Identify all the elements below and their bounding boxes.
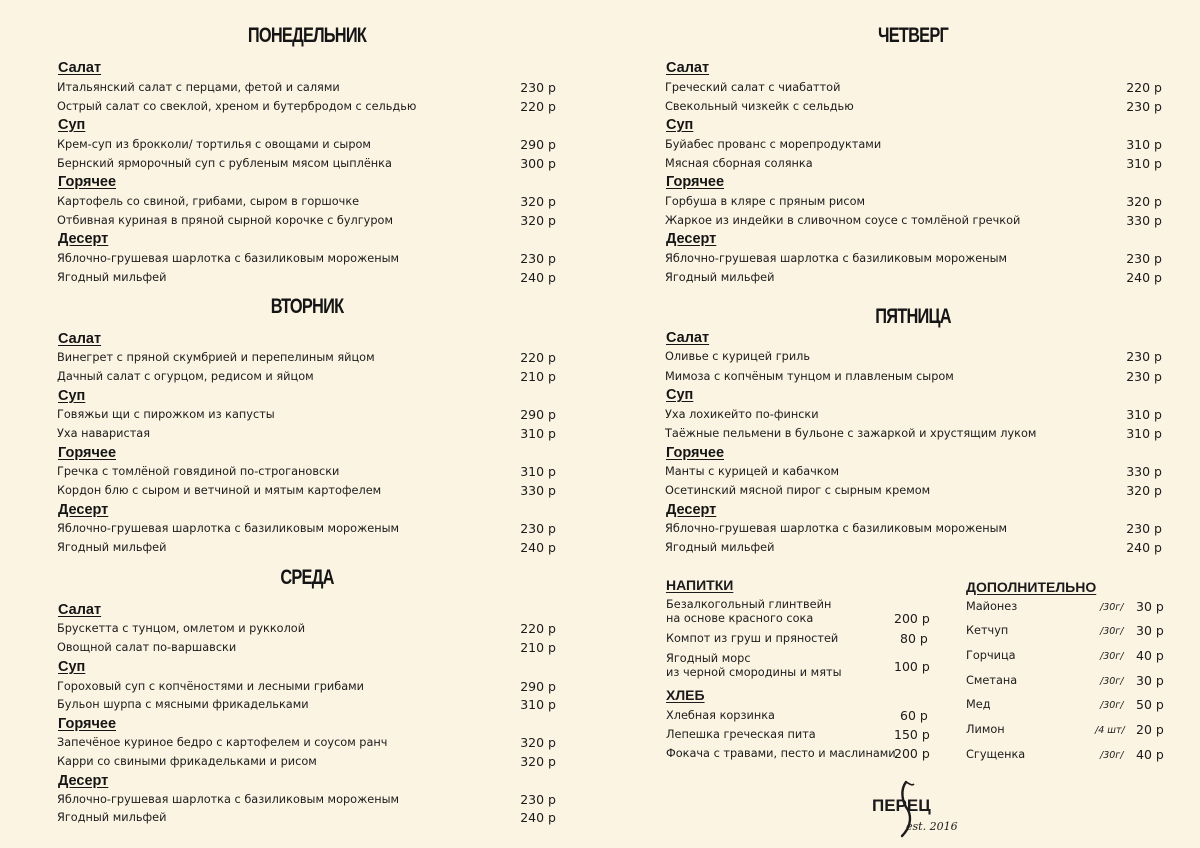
day-title: ПЯТНИЦА — [875, 305, 951, 328]
extra-price: 30 р — [1136, 623, 1164, 638]
menu-item-price: 230 р — [520, 792, 556, 807]
extra-name: Лимон — [966, 723, 1005, 736]
menu-item — [57, 79, 556, 97]
menu-item — [57, 753, 556, 771]
extras-title: ДОПОЛНИТЕЛЬНО — [966, 579, 1097, 595]
menu-item — [57, 212, 556, 230]
menu-item-name: Греческий салат с чиабаттой — [665, 81, 841, 94]
category-title: Салат — [58, 602, 102, 618]
drinks-title: НАПИТКИ — [666, 577, 734, 593]
menu-item-name: Бульон шурпа с мясными фрикадельками — [57, 698, 309, 711]
menu-item — [57, 349, 556, 367]
category-title: Салат — [666, 330, 710, 346]
drink-price: 200 р — [894, 611, 930, 626]
drink-item — [666, 652, 842, 680]
menu-item — [665, 98, 1162, 116]
menu-item — [57, 463, 556, 481]
category-title: Десерт — [666, 502, 717, 518]
drink-item — [666, 632, 838, 646]
menu-item-price: 220 р — [520, 350, 556, 365]
menu-item-name: Ягодный мильфей — [57, 811, 167, 824]
menu-item-price: 240 р — [520, 810, 556, 825]
menu-item-name: Свекольный чизкейк с сельдью — [665, 100, 854, 113]
menu-item-price: 220 р — [1126, 80, 1162, 95]
menu-item-price: 240 р — [520, 270, 556, 285]
category-title: Салат — [58, 331, 102, 347]
menu-item — [665, 136, 1162, 154]
menu-item-name: Ягодный мильфей — [665, 271, 775, 284]
menu-item-price: 240 р — [1126, 270, 1162, 285]
extra-price: 40 р — [1136, 648, 1164, 663]
extra-name: Горчица — [966, 649, 1016, 662]
menu-item — [57, 482, 556, 500]
menu-item-name: Винегрет с пряной скумбрией и перепелиным яйцом — [57, 351, 375, 364]
menu-item-price: 230 р — [1126, 369, 1162, 384]
bread-price: 200 р — [894, 746, 930, 761]
category-title: Горячее — [58, 445, 117, 461]
menu-item-price: 230 р — [520, 251, 556, 266]
extra-name: Сгущенка — [966, 748, 1026, 761]
menu-item-name: Ягодный мильфей — [665, 541, 775, 554]
extra-name: Мед — [966, 698, 991, 711]
menu-item-price: 240 р — [1126, 540, 1162, 555]
menu-item-name: Брускетта с тунцом, омлетом и рукколой — [57, 622, 306, 635]
menu-item — [665, 406, 1162, 424]
menu-item-price: 320 р — [520, 213, 556, 228]
drink-item — [666, 598, 831, 626]
menu-item-name: Уха наваристая — [57, 427, 150, 440]
drink-name: Безалкогольный глинтвейн — [666, 598, 832, 611]
extra-qty: /30г/ — [1100, 602, 1124, 613]
day-title: СРЕДА — [280, 566, 334, 589]
menu-item-price: 230 р — [520, 80, 556, 95]
menu-item — [665, 79, 1162, 97]
extra-price: 50 р — [1136, 697, 1164, 712]
menu-item-price: 330 р — [1126, 464, 1162, 479]
menu-item — [57, 639, 556, 657]
menu-item-name: Оливье с курицей гриль — [665, 350, 811, 363]
category-title: Суп — [666, 117, 694, 133]
menu-item-price: 210 р — [520, 640, 556, 655]
category-title: Суп — [666, 387, 694, 403]
menu-item-price: 230 р — [520, 521, 556, 536]
category-title: Суп — [58, 388, 86, 404]
menu-item-price: 290 р — [520, 137, 556, 152]
menu-item-name: Ягодный мильфей — [57, 271, 167, 284]
category-title: Горячее — [666, 174, 725, 190]
menu-item — [665, 482, 1162, 500]
menu-item-price: 320 р — [520, 754, 556, 769]
menu-item-price: 310 р — [520, 464, 556, 479]
drink-name: Ягодный морс — [666, 652, 751, 665]
extra-name: Кетчуп — [966, 624, 1009, 637]
menu-item-price: 310 р — [1126, 156, 1162, 171]
extra-qty: /30г/ — [1100, 676, 1124, 687]
menu-item — [57, 678, 556, 696]
bread-price: 150 р — [894, 727, 930, 742]
menu-item-name: Яблочно-грушевая шарлотка с базиликовым мороженым — [665, 252, 1008, 265]
menu-item-name: Мясная сборная солянка — [665, 157, 813, 170]
menu-item-name: Гречка с томлёной говядиной по-строгановски — [57, 465, 340, 478]
menu-item — [57, 734, 556, 752]
category-title: Салат — [666, 60, 710, 76]
drink-desc: на основе красного сока — [666, 612, 814, 625]
menu-item — [57, 193, 556, 211]
extra-price: 40 р — [1136, 747, 1164, 762]
bread-name: Фокача с травами, песто и маслинами — [666, 747, 896, 760]
menu-item-name: Отбивная куриная в пряной сырной корочке с булгуром — [57, 214, 393, 227]
menu-item — [57, 696, 556, 714]
menu-item-name: Яблочно-грушевая шарлотка с базиликовым мороженым — [57, 252, 400, 265]
menu-item — [57, 250, 556, 268]
menu-item-name: Таёжные пельмени в бульоне с зажаркой и хрустящим луком — [665, 427, 1037, 440]
bread-name: Лепешка греческая пита — [666, 728, 816, 741]
day-title: ПОНЕДЕЛЬНИК — [247, 24, 367, 47]
category-title: Салат — [58, 60, 102, 76]
menu-item — [665, 269, 1162, 287]
menu-item-price: 300 р — [520, 156, 556, 171]
menu-item — [665, 193, 1162, 211]
menu-item-price: 220 р — [520, 621, 556, 636]
menu-item-price: 240 р — [520, 540, 556, 555]
menu-item-price: 290 р — [520, 679, 556, 694]
category-title: Десерт — [58, 773, 109, 789]
category-title: Десерт — [58, 502, 109, 518]
logo-text: ПЕРЕЦ — [872, 796, 931, 815]
extra-qty: /4 шт/ — [1095, 725, 1125, 736]
bread-title: ХЛЕБ — [666, 687, 705, 703]
menu-item-price: 230 р — [1126, 521, 1162, 536]
menu-item — [57, 809, 556, 827]
brand-logo — [862, 780, 972, 840]
drink-name: Компот из груш и пряностей — [666, 632, 839, 645]
menu-item-price: 230 р — [1126, 99, 1162, 114]
menu-item-price: 290 р — [520, 407, 556, 422]
menu-item-name: Яблочно-грушевая шарлотка с базиликовым мороженым — [57, 793, 400, 806]
menu-item — [57, 791, 556, 809]
menu-item — [665, 520, 1162, 538]
menu-item — [57, 620, 556, 638]
menu-item — [57, 539, 556, 557]
menu-item-name: Запечёное куриное бедро с картофелем и соусом ранч — [57, 736, 388, 749]
category-title: Десерт — [666, 231, 717, 247]
category-title: Горячее — [666, 445, 725, 461]
bread-name: Хлебная корзинка — [666, 709, 775, 722]
menu-item-price: 230 р — [1126, 251, 1162, 266]
menu-item-name: Горбуша в кляре с пряным рисом — [665, 195, 866, 208]
extra-name: Сметана — [966, 674, 1018, 687]
menu-item-price: 320 р — [520, 194, 556, 209]
bread-price: 60 р — [900, 708, 928, 723]
extra-price: 20 р — [1136, 722, 1164, 737]
menu-item — [665, 463, 1162, 481]
menu-item-name: Ягодный мильфей — [57, 541, 167, 554]
menu-item-price: 330 р — [1126, 213, 1162, 228]
menu-item-name: Уха лохикейто по-фински — [665, 408, 819, 421]
menu-item-name: Итальянский салат с перцами, фетой и салями — [57, 81, 340, 94]
menu-item — [57, 155, 556, 173]
menu-item — [665, 212, 1162, 230]
category-title: Суп — [58, 117, 86, 133]
menu-item-name: Дачный салат с огурцом, редисом и яйцом — [57, 370, 314, 383]
menu-item-name: Картофель со свиной, грибами, сыром в горшочке — [57, 195, 360, 208]
menu-item-name: Буйабес прованс с морепродуктами — [665, 138, 882, 151]
menu-item — [665, 425, 1162, 443]
menu-item-price: 310 р — [520, 426, 556, 441]
menu-item-price: 310 р — [1126, 426, 1162, 441]
menu-item-name: Осетинский мясной пирог с сырным кремом — [665, 484, 931, 497]
menu-item-price: 310 р — [1126, 407, 1162, 422]
drink-price: 80 р — [900, 631, 928, 646]
menu-item-name: Острый салат со свеклой, хреном и бутербродом с сельдью — [57, 100, 417, 113]
menu-item-price: 220 р — [520, 99, 556, 114]
extra-name: Майонез — [966, 600, 1018, 613]
menu-item-name: Крем-суп из брокколи/ тортилья с овощами и сыром — [57, 138, 371, 151]
menu-item-price: 230 р — [1126, 349, 1162, 364]
category-title: Десерт — [58, 231, 109, 247]
extra-qty: /30г/ — [1100, 626, 1124, 637]
day-title: ВТОРНИК — [270, 295, 344, 318]
extra-qty: /30г/ — [1100, 700, 1124, 711]
menu-item — [57, 98, 556, 116]
menu-item — [665, 539, 1162, 557]
menu-item-name: Яблочно-грушевая шарлотка с базиликовым мороженым — [665, 522, 1008, 535]
drink-desc: из черной смородины и мяты — [666, 666, 842, 679]
menu-item — [57, 406, 556, 424]
menu-item-price: 310 р — [1126, 137, 1162, 152]
menu-item — [57, 520, 556, 538]
menu-item — [665, 155, 1162, 173]
extra-price: 30 р — [1136, 673, 1164, 688]
menu-item-price: 320 р — [520, 735, 556, 750]
menu-item-price: 310 р — [520, 697, 556, 712]
menu-item — [665, 250, 1162, 268]
menu-item — [57, 269, 556, 287]
drink-price: 100 р — [894, 659, 930, 674]
menu-item — [57, 136, 556, 154]
menu-item-name: Мимоза с копчёным тунцом и плавленым сыром — [665, 370, 954, 383]
menu-item-price: 320 р — [1126, 483, 1162, 498]
menu-item-price: 210 р — [520, 369, 556, 384]
menu-item-name: Гороховый суп с копчёностями и лесными грибами — [57, 680, 365, 693]
menu-item-price: 330 р — [520, 483, 556, 498]
menu-item-name: Говяжьи щи с пирожком из капусты — [57, 408, 275, 421]
menu-item-name: Бернский ярморочный суп с рубленым мясом цыплёнка — [57, 157, 392, 170]
menu-item-name: Яблочно-грушевая шарлотка с базиликовым мороженым — [57, 522, 400, 535]
logo-est: est. 2016 — [906, 820, 958, 833]
extra-qty: /30г/ — [1100, 651, 1124, 662]
menu-item — [665, 368, 1162, 386]
menu-item — [665, 348, 1162, 366]
menu-item-name: Манты с курицей и кабачком — [665, 465, 840, 478]
extra-qty: /30г/ — [1100, 750, 1124, 761]
menu-item-name: Жаркое из индейки в сливочном соусе с томлёной гречкой — [665, 214, 1021, 227]
category-title: Горячее — [58, 174, 117, 190]
menu-item — [57, 425, 556, 443]
menu-item-name: Кордон блю с сыром и ветчиной и мятым картофелем — [57, 484, 382, 497]
menu-item — [57, 368, 556, 386]
day-title: ЧЕТВЕРГ — [878, 24, 948, 47]
extra-price: 30 р — [1136, 599, 1164, 614]
menu-item-price: 320 р — [1126, 194, 1162, 209]
category-title: Горячее — [58, 716, 117, 732]
menu-item-name: Овощной салат по-варшавски — [57, 641, 237, 654]
menu-item-name: Карри со свиными фрикадельками и рисом — [57, 755, 317, 768]
category-title: Суп — [58, 659, 86, 675]
